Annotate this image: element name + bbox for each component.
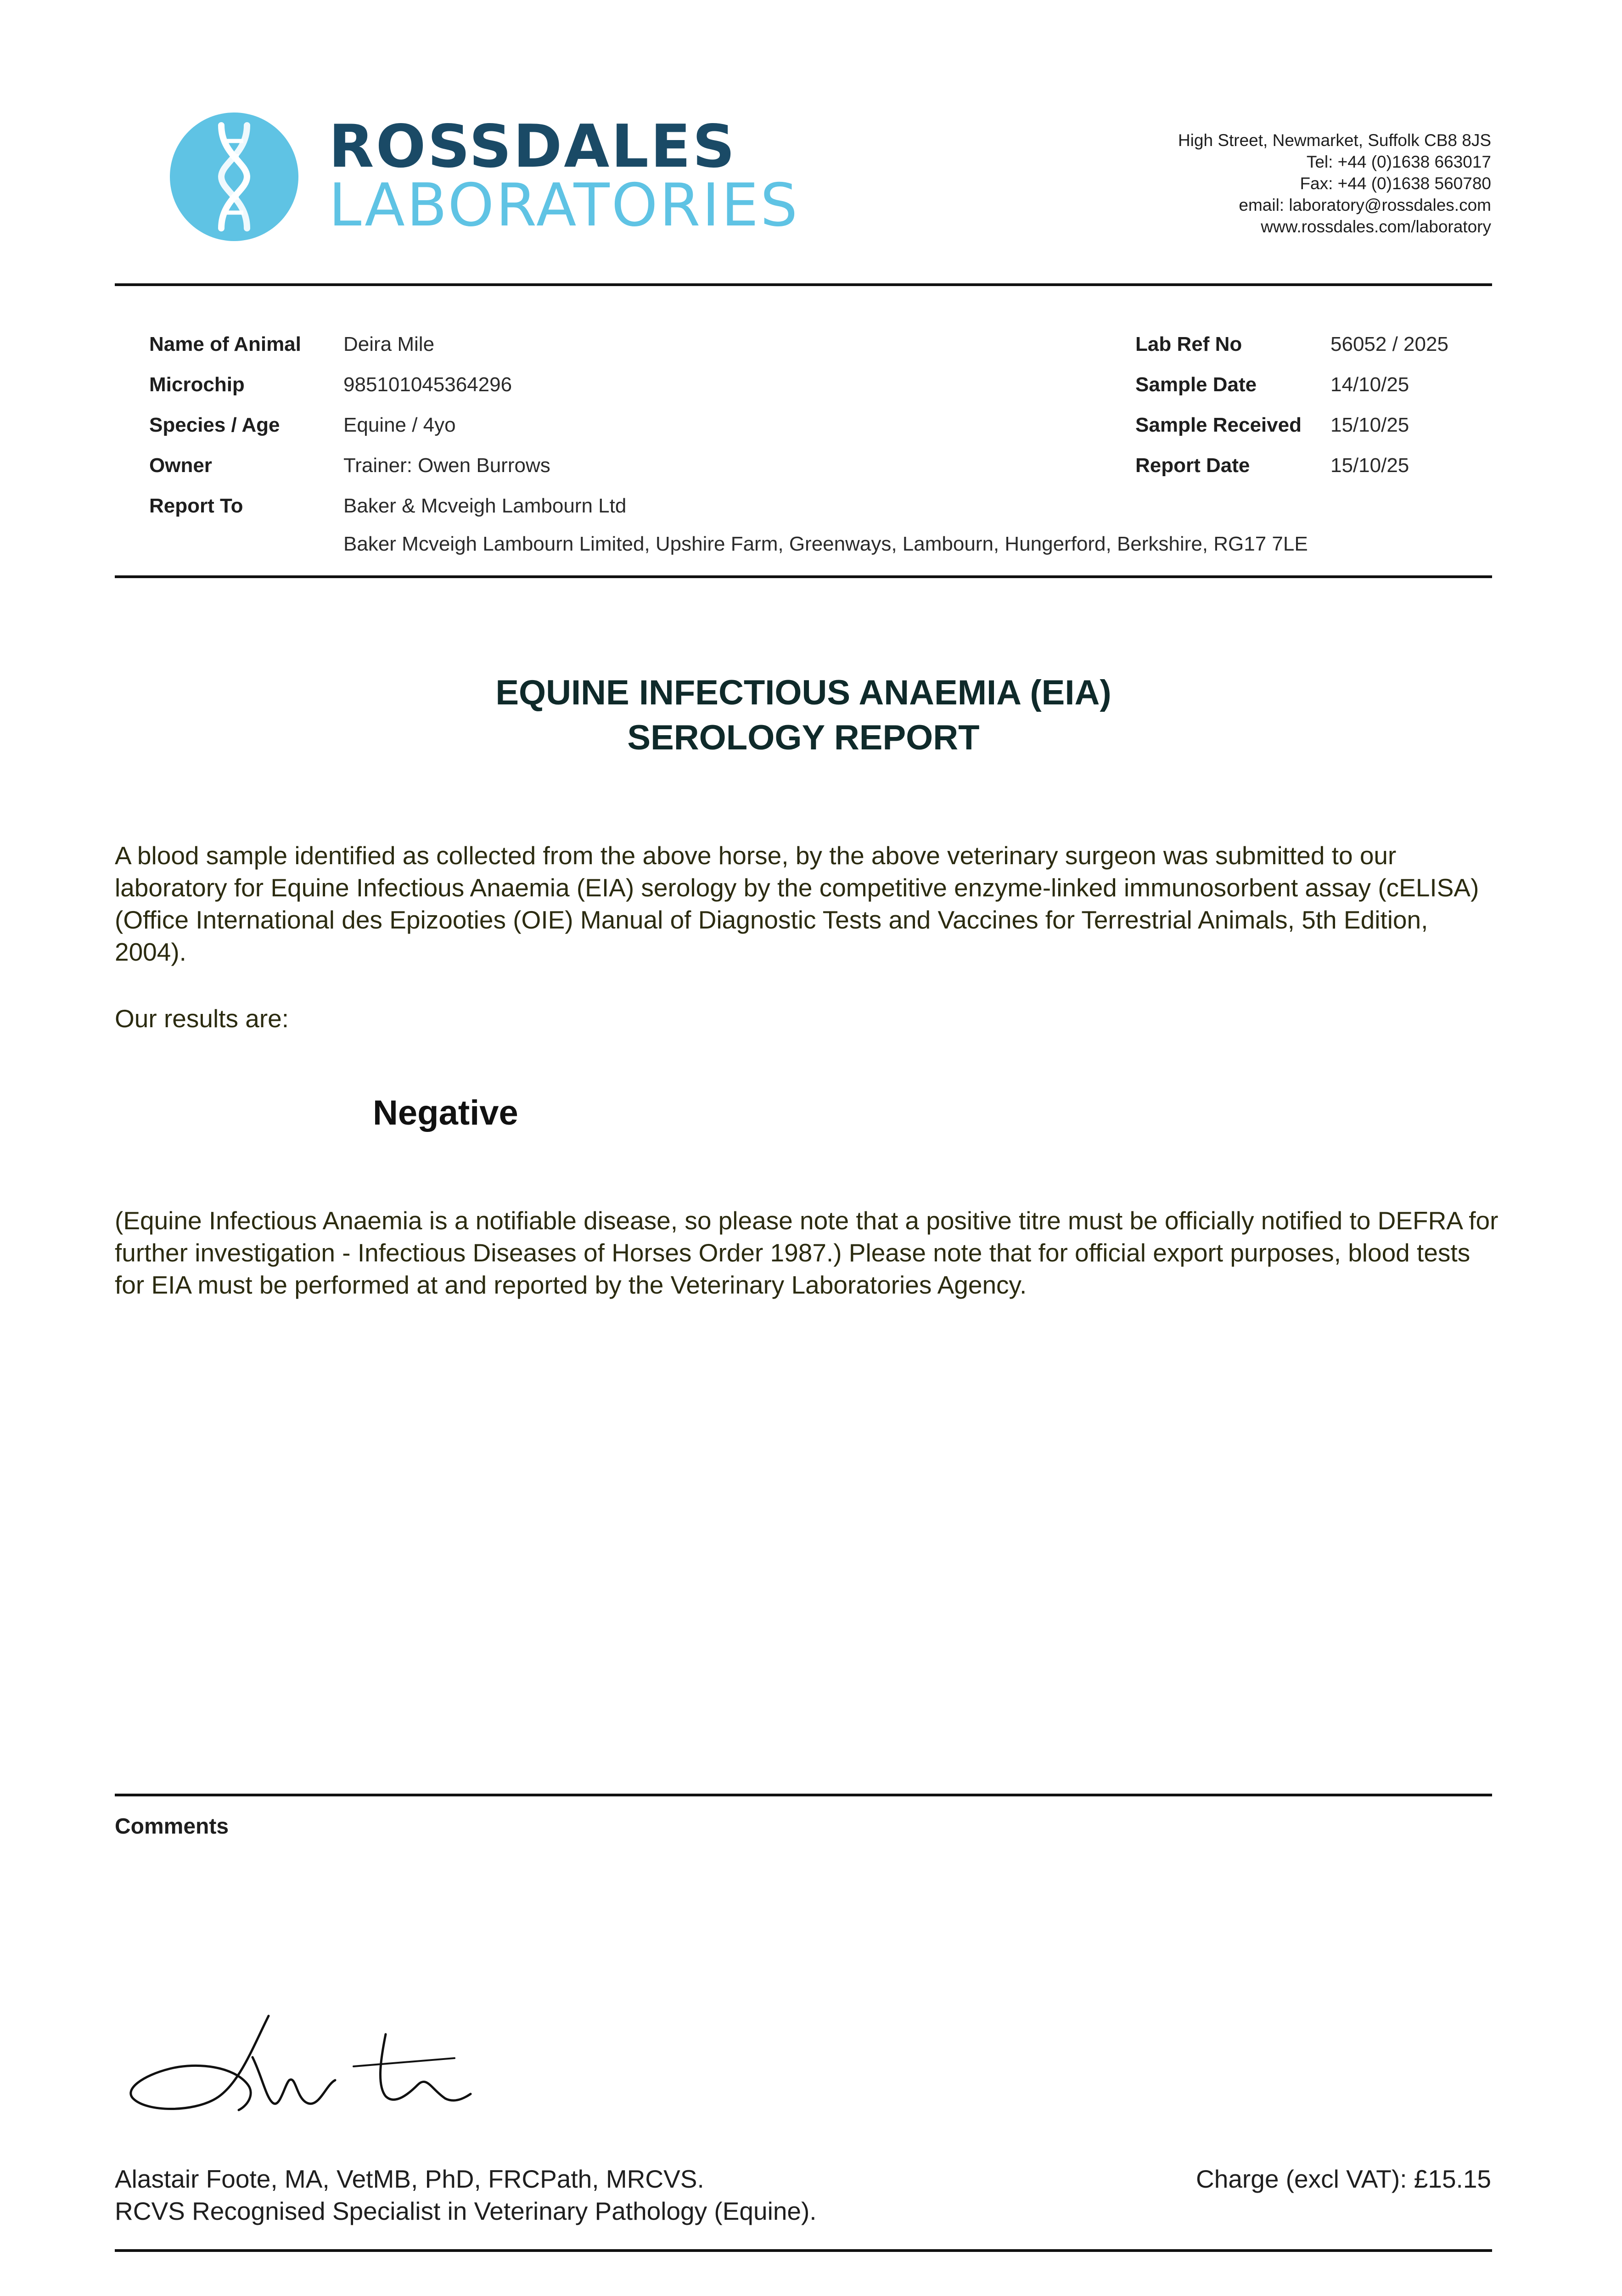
animal-name-value: Deira Mile: [343, 333, 435, 355]
report-to-value: Baker & Mcveigh Lambourn Ltd: [343, 495, 627, 517]
contact-fax: Fax: +44 (0)1638 560780: [1300, 174, 1491, 193]
info-divider: [115, 575, 1492, 578]
species-age-value: Equine / 4yo: [343, 414, 456, 436]
sample-date-value: 14/10/25: [1330, 373, 1409, 396]
report-title-line1: EQUINE INFECTIOUS ANAEMIA (EIA): [495, 673, 1111, 712]
lab-ref-value: 56052 / 2025: [1330, 333, 1448, 355]
report-date-value: 15/10/25: [1330, 454, 1409, 477]
brand-name-line1: ROSSDALES: [329, 113, 737, 181]
results-lead: Our results are:: [115, 1004, 289, 1033]
contact-tel: Tel: +44 (0)1638 663017: [1306, 152, 1491, 171]
report-title-line2: SEROLOGY REPORT: [627, 718, 980, 757]
comments-divider: [115, 1794, 1492, 1796]
lab-ref-label: Lab Ref No: [1135, 333, 1242, 355]
header-divider: [115, 283, 1492, 286]
report-title: [115, 670, 1492, 760]
comments-label: Comments: [115, 1814, 229, 1839]
report-date-label: Report Date: [1135, 454, 1250, 477]
notifiable-note: (Equine Infectious Anaemia is a notifiable disease, so please note that a positive titre must be officially notified to DEFRA for further investigation - Infectious Diseases of Horses Order 1987.) Please note that for official export purposes, blood tests for EIA must be performed at and reported by the Veterinary Laboratories Agency.: [115, 1206, 1499, 1299]
signature-image: [115, 2007, 473, 2122]
sample-received-label: Sample Received: [1135, 414, 1302, 436]
charge-amount: Charge (excl VAT): £15.15: [1196, 2165, 1491, 2193]
contact-web[interactable]: www.rossdales.com/laboratory: [1261, 217, 1491, 236]
intro-paragraph: A blood sample identified as collected from the above horse, by the above veterinary surgeon was submitted to our laboratory for Equine Infectious Anaemia (EIA) serology by the competitive enzyme-linked immunosorbent assay (cELISA) (Office International des Epizooties (OIE) Manual of Diagnostic Tests and Vaccines for Terrestrial Animals, 5th Edition, 2004).: [115, 841, 1479, 966]
owner-label: Owner: [149, 454, 212, 477]
microchip-label: Microchip: [149, 373, 245, 396]
signatory-name: Alastair Foote, MA, VetMB, PhD, FRCPath, MRCVS.: [115, 2165, 704, 2193]
result-value: Negative: [373, 1093, 518, 1132]
signatory-block: [115, 2163, 817, 2227]
species-age-label: Species / Age: [149, 414, 280, 436]
owner-value: Trainer: Owen Burrows: [343, 454, 550, 477]
sample-date-label: Sample Date: [1135, 373, 1257, 396]
sample-received-value: 15/10/25: [1330, 414, 1409, 436]
report-to-label: Report To: [149, 495, 243, 517]
footer-divider: [115, 2249, 1492, 2252]
contact-block: [1178, 129, 1491, 237]
animal-name-label: Name of Animal: [149, 333, 301, 355]
brand-name-line2: LABORATORIES: [329, 171, 800, 240]
report-to-address: Baker Mcveigh Lambourn Limited, Upshire Farm, Greenways, Lambourn, Hungerford, Berkshire, RG17 7LE: [343, 533, 1308, 555]
microchip-value: 985101045364296: [343, 373, 512, 396]
contact-address: High Street, Newmarket, Suffolk CB8 8JS: [1178, 131, 1491, 150]
contact-email[interactable]: email: laboratory@rossdales.com: [1239, 196, 1491, 214]
dna-helix-icon: [170, 113, 298, 241]
signatory-title: RCVS Recognised Specialist in Veterinary Pathology (Equine).: [115, 2197, 817, 2225]
